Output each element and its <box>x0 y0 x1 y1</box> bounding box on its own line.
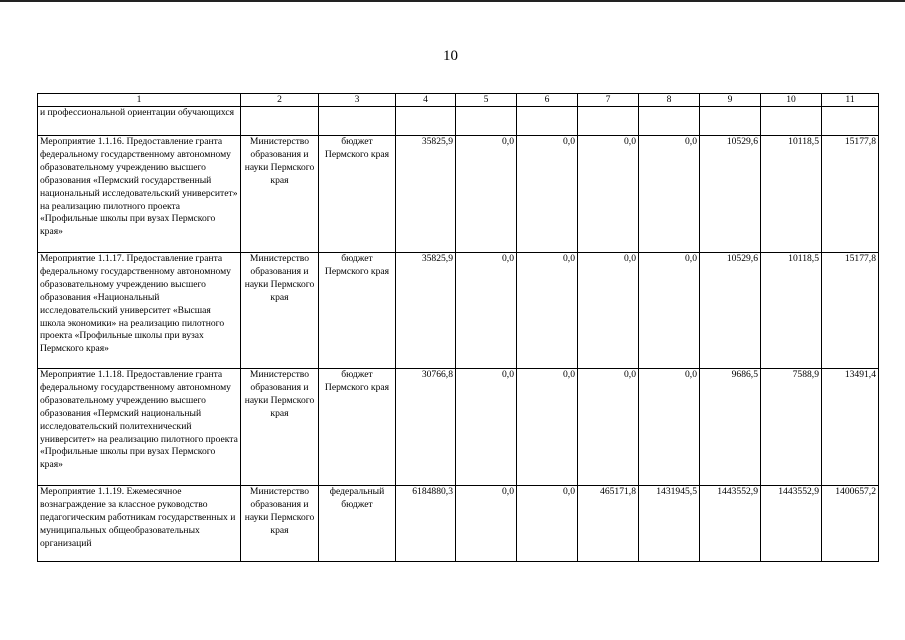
empty-cell <box>241 107 319 136</box>
header-cell: 1 <box>38 94 241 107</box>
funding-source-cell: бюджет Пермского края <box>319 136 396 253</box>
value-cell: 0,0 <box>639 369 700 486</box>
table-row <box>38 253 879 369</box>
activity-name-cell: Мероприятие 1.1.18. Предоставление гранта федеральному государственному автономному образовательному учреждению высшего образования «Пермский национальный исследовательский политехнический университет» на реализацию пилотного проекта «Профильные школы при вузах Пермского края» <box>38 369 241 486</box>
activity-name-cell: Мероприятие 1.1.16. Предоставление гранта федеральному государственному автономному образовательному учреждению высшего образования «Пермский государственный национальный исследовательский университет» на реализацию пилотного проекта «Профильные школы при вузах Пермского края» <box>38 136 241 253</box>
header-cell: 4 <box>396 94 456 107</box>
empty-cell <box>517 107 578 136</box>
table-row <box>38 486 879 562</box>
header-cell: 10 <box>761 94 822 107</box>
value-cell: 0,0 <box>517 369 578 486</box>
responsible-cell: Министерство образования и науки Пермского края <box>241 486 319 562</box>
value-cell: 0,0 <box>639 136 700 253</box>
header-cell: 7 <box>578 94 639 107</box>
header-cell: 11 <box>822 94 879 107</box>
value-cell: 0,0 <box>456 486 517 562</box>
empty-cell <box>700 107 761 136</box>
responsible-cell: Министерство образования и науки Пермского края <box>241 369 319 486</box>
header-cell: 3 <box>319 94 396 107</box>
value-cell: 0,0 <box>578 369 639 486</box>
top-border-line <box>0 0 905 2</box>
header-cell: 2 <box>241 94 319 107</box>
activity-name-cell: Мероприятие 1.1.17. Предоставление гранта федеральному государственному автономному образовательному учреждению высшего образования «Национальный исследовательский университет «Высшая школа экономики» на реализацию пилотного проекта «Профильные школы при вузах Пермского края» <box>38 253 241 369</box>
page-number: 10 <box>443 48 458 64</box>
funding-source-cell: бюджет Пермского края <box>319 369 396 486</box>
value-cell: 0,0 <box>517 486 578 562</box>
continuation-text-cell: и профессиональной ориентации обучающихся <box>38 107 241 136</box>
empty-cell <box>822 107 879 136</box>
value-cell: 10529,6 <box>700 136 761 253</box>
value-cell: 10118,5 <box>761 136 822 253</box>
header-cell: 9 <box>700 94 761 107</box>
value-cell: 1431945,5 <box>639 486 700 562</box>
value-cell: 0,0 <box>517 253 578 369</box>
empty-cell <box>639 107 700 136</box>
value-cell: 0,0 <box>456 369 517 486</box>
value-cell: 30766,8 <box>396 369 456 486</box>
value-cell: 15177,8 <box>822 136 879 253</box>
empty-cell <box>578 107 639 136</box>
responsible-cell: Министерство образования и науки Пермского края <box>241 136 319 253</box>
value-cell: 0,0 <box>578 253 639 369</box>
budget-table <box>37 93 879 562</box>
header-cell: 6 <box>517 94 578 107</box>
empty-cell <box>319 107 396 136</box>
empty-cell <box>396 107 456 136</box>
funding-source-cell: бюджет Пермского края <box>319 253 396 369</box>
value-cell: 0,0 <box>517 136 578 253</box>
empty-cell <box>456 107 517 136</box>
funding-source-cell: федеральный бюджет <box>319 486 396 562</box>
table-row <box>38 369 879 486</box>
value-cell: 10118,5 <box>761 253 822 369</box>
value-cell: 35825,9 <box>396 136 456 253</box>
value-cell: 0,0 <box>639 253 700 369</box>
table-row <box>38 136 879 253</box>
value-cell: 15177,8 <box>822 253 879 369</box>
value-cell: 0,0 <box>578 136 639 253</box>
value-cell: 10529,6 <box>700 253 761 369</box>
value-cell: 35825,9 <box>396 253 456 369</box>
value-cell: 465171,8 <box>578 486 639 562</box>
table-header-row <box>38 94 879 107</box>
value-cell: 0,0 <box>456 136 517 253</box>
value-cell: 7588,9 <box>761 369 822 486</box>
header-cell: 8 <box>639 94 700 107</box>
responsible-cell: Министерство образования и науки Пермского края <box>241 253 319 369</box>
value-cell: 6184880,3 <box>396 486 456 562</box>
table-row-continuation <box>38 107 879 136</box>
value-cell: 9686,5 <box>700 369 761 486</box>
value-cell: 0,0 <box>456 253 517 369</box>
activity-name-cell: Мероприятие 1.1.19. Ежемесячное вознаграждение за классное руководство педагогическим работникам государственных и муниципальных общеобразовательных организаций <box>38 486 241 562</box>
value-cell: 1443552,9 <box>700 486 761 562</box>
value-cell: 13491,4 <box>822 369 879 486</box>
header-cell: 5 <box>456 94 517 107</box>
empty-cell <box>761 107 822 136</box>
value-cell: 1443552,9 <box>761 486 822 562</box>
value-cell: 1400657,2 <box>822 486 879 562</box>
